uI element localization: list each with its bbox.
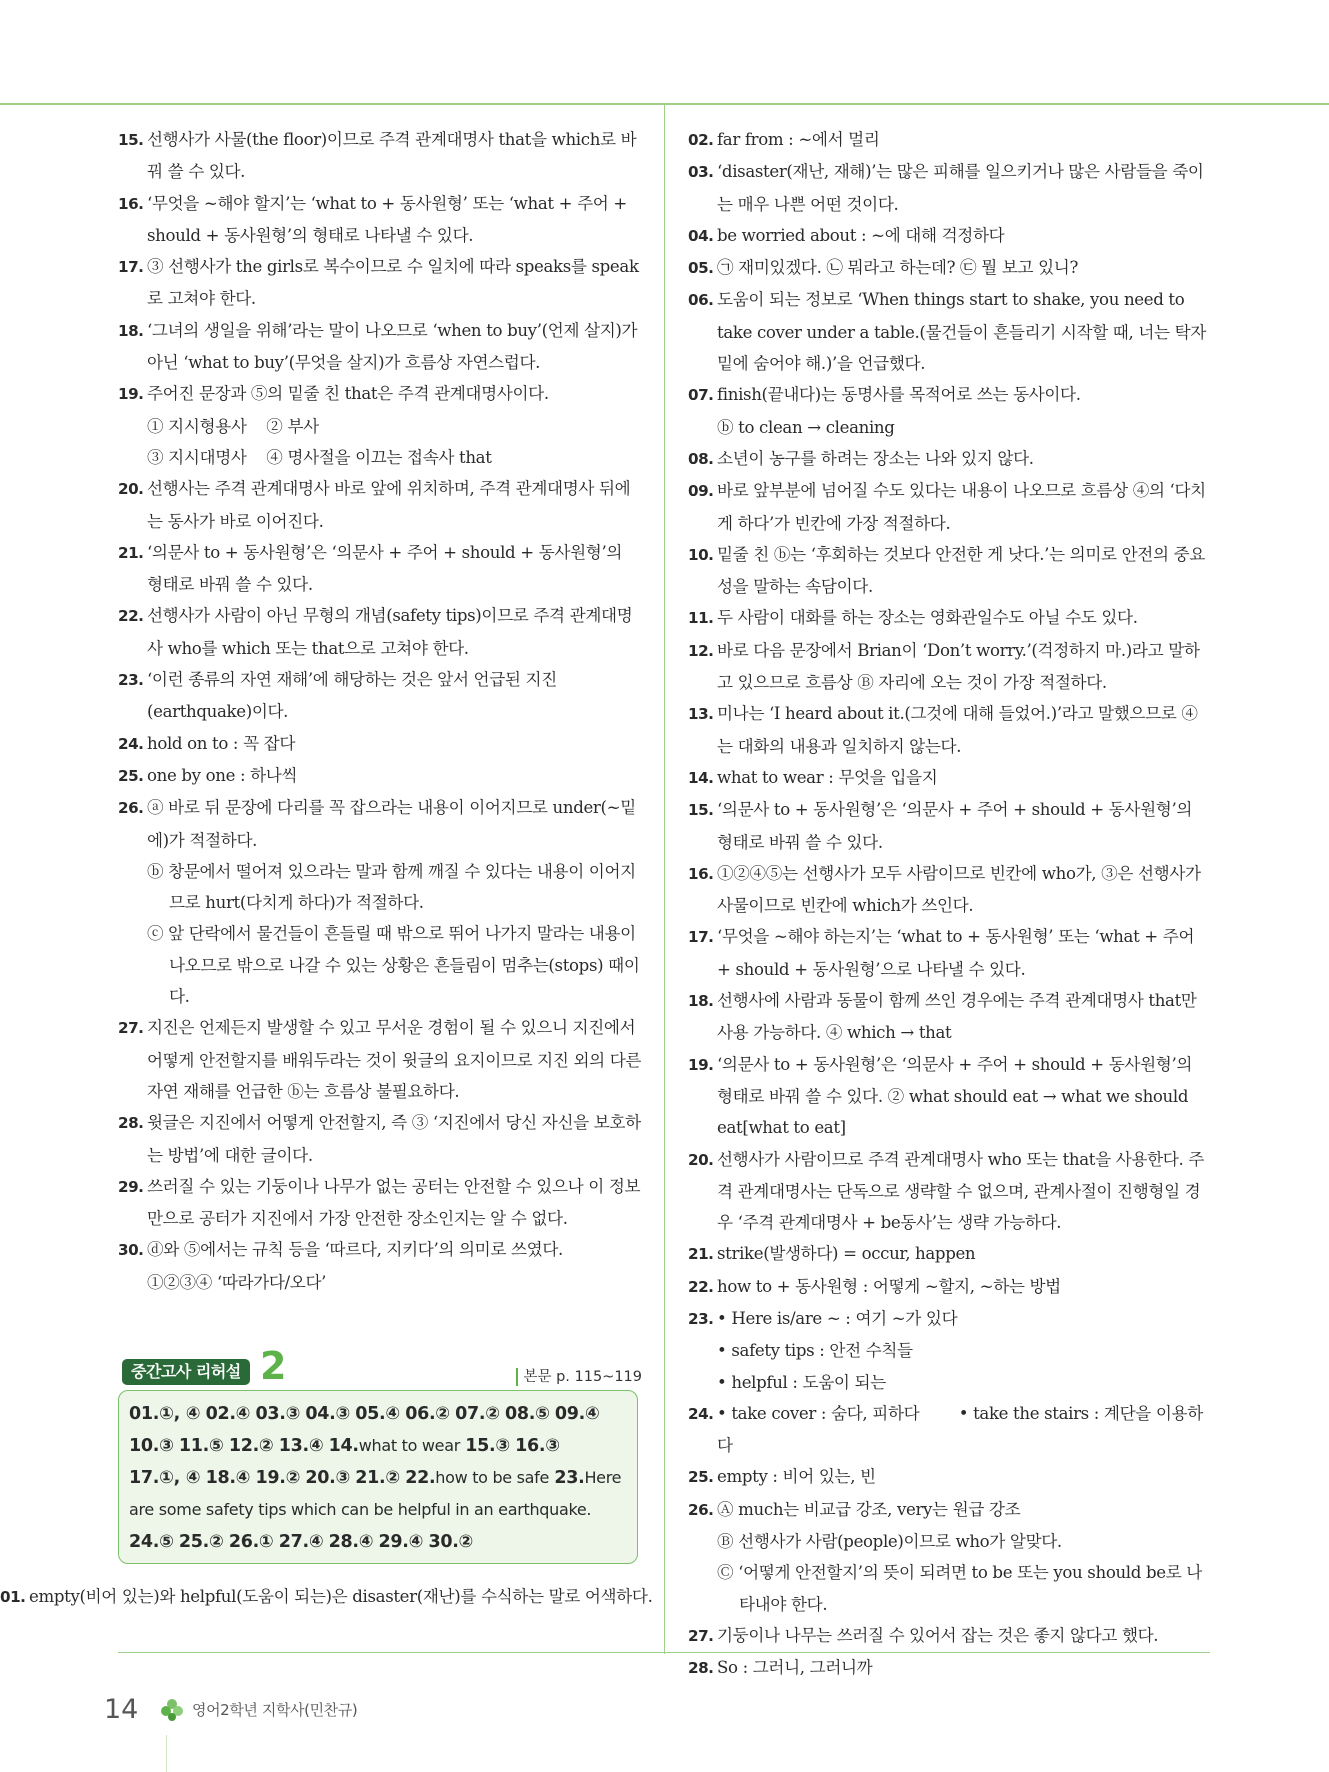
answer-value: ①, ④ bbox=[159, 1404, 201, 1424]
item-number: 25. bbox=[118, 766, 144, 785]
answer-value: Here are some safety tips which can be helpful in an earthquake. bbox=[129, 1468, 622, 1519]
answer-entry bbox=[229, 1436, 274, 1456]
clover-icon bbox=[160, 1698, 184, 1722]
item-number: 21. bbox=[118, 543, 144, 562]
item-text: be worried about : ~에 대해 걱정하다 bbox=[717, 225, 1005, 245]
item-number: 05. bbox=[688, 259, 714, 278]
item-text: ⓓ와 ⑤에서는 규칙 등을 ‘따르다, 지키다’의 의미로 쓰였다. bbox=[147, 1240, 563, 1260]
explanation-subline: ③ 지시대명사 ④ 명사절을 이끄는 접속사 that bbox=[147, 447, 492, 467]
item-number: 04. bbox=[688, 226, 714, 245]
explanation-item bbox=[688, 1620, 1210, 1652]
explanation-item bbox=[688, 156, 1210, 220]
explanation-item bbox=[118, 537, 642, 601]
item-number: 01. bbox=[0, 1588, 26, 1606]
explanation-item bbox=[688, 602, 1210, 634]
item-text: ‘무엇을 ~해야 하는지’는 ‘what to + 동사원형’ 또는 ‘what + 주어 + should + 동사원형’으로 나타낼 수 있다. bbox=[717, 927, 1200, 979]
answer-number: 15. bbox=[465, 1436, 496, 1456]
answer-entry bbox=[515, 1436, 560, 1456]
item-text: 선행사가 사람이 아닌 무형의 개념(safety tips)이므로 주격 관계대명사 who를 which 또는 that으로 고쳐야 한다. bbox=[147, 606, 633, 658]
item-number: 23. bbox=[688, 1309, 714, 1328]
item-text: 바로 앞부분에 넘어질 수도 있다는 내용이 나오므로 흐름상 ④의 ‘다치게 하다’가 빈칸에 가장 적절하다. bbox=[717, 481, 1206, 533]
left-column bbox=[118, 124, 647, 1298]
item-text: 선행사는 주격 관계대명사 바로 앞에 위치하며, 주격 관계대명사 뒤에는 동사가 바로 이어진다. bbox=[147, 479, 631, 531]
answer-number: 29. bbox=[378, 1532, 409, 1552]
answer-number: 20. bbox=[305, 1468, 336, 1488]
item-number: 18. bbox=[688, 992, 714, 1011]
page-reference: 본문 p. 115~119 bbox=[516, 1368, 642, 1386]
review-badge-number: 2 bbox=[260, 1344, 287, 1388]
answer-value: ② bbox=[485, 1404, 500, 1424]
explanation-item bbox=[688, 762, 1210, 794]
answer-value: ③ bbox=[495, 1436, 510, 1456]
item-text: 선행사가 사물(the floor)이므로 주격 관계대명사 that을 which로 바꿔 쓸 수 있다. bbox=[147, 130, 637, 182]
explanation-item bbox=[118, 315, 642, 379]
explanation-item bbox=[118, 728, 642, 760]
answer-entry bbox=[129, 1404, 200, 1424]
answer-entry bbox=[428, 1532, 473, 1552]
answer-number: 13. bbox=[278, 1436, 309, 1456]
answer-number: 14. bbox=[328, 1436, 359, 1456]
answer-value: ② bbox=[458, 1532, 474, 1552]
answer-entry bbox=[455, 1404, 500, 1424]
answer-number: 04. bbox=[305, 1404, 336, 1424]
item-number: 08. bbox=[688, 449, 714, 468]
item-text: 밑줄 친 ⓑ는 ‘후회하는 것보다 안전한 게 낫다.’는 의미로 안전의 중요성을 말하는 속담이다. bbox=[717, 544, 1205, 597]
item-number: 17. bbox=[688, 928, 714, 947]
answer-value: ⑤ bbox=[209, 1436, 224, 1456]
explanation-item bbox=[118, 1012, 647, 1107]
explanation-item bbox=[688, 220, 1210, 252]
answer-entry bbox=[305, 1468, 350, 1488]
item-number: 16. bbox=[688, 864, 714, 883]
answer-value: ⑤ bbox=[535, 1404, 550, 1424]
item-number: 22. bbox=[688, 1277, 714, 1296]
item-number: 17. bbox=[118, 258, 144, 277]
item-number: 30. bbox=[118, 1241, 144, 1260]
explanation-item bbox=[688, 858, 1210, 922]
answer-entry bbox=[206, 1468, 251, 1488]
column-divider bbox=[664, 104, 665, 1654]
explanation-item bbox=[688, 921, 1210, 985]
answer-value: ② bbox=[385, 1468, 400, 1488]
answer-value: ④ bbox=[585, 1404, 600, 1424]
item-number: 29. bbox=[118, 1177, 144, 1196]
explanation-item bbox=[688, 379, 1210, 411]
item-number: 27. bbox=[688, 1626, 714, 1645]
review-badge: 중간고사 리허설 bbox=[122, 1359, 250, 1385]
answer-entry bbox=[405, 1468, 549, 1488]
explanation-item bbox=[118, 188, 642, 252]
explanation-item bbox=[688, 985, 1210, 1049]
explanation-subline: ⓑ to clean → cleaning bbox=[717, 417, 895, 437]
answer-number: 28. bbox=[328, 1532, 359, 1552]
answer-number: 16. bbox=[515, 1436, 546, 1456]
answer-entry bbox=[179, 1532, 224, 1552]
item-number: 15. bbox=[118, 131, 144, 149]
midterm-rehearsal-section bbox=[118, 1344, 642, 1564]
item-text: 소년이 농구를 하려는 장소는 나와 있지 않다. bbox=[717, 448, 1034, 468]
item-text: ㉠ 재미있겠다. ㉡ 뭐라고 하는데? ㉢ 뭘 보고 있니? bbox=[717, 258, 1079, 278]
explanation-item bbox=[118, 473, 642, 537]
explanation-subline: Ⓒ ‘어떻게 안전할지’의 뜻이 되려면 to be 또는 you should be로 나타내야 한다. bbox=[717, 1563, 1202, 1614]
answer-number: 02. bbox=[205, 1404, 236, 1424]
answer-number: 19. bbox=[255, 1468, 286, 1488]
item-text: 바로 다음 문장에서 Brian이 ‘Don’t worry.’(걱정하지 마.)라고 말하고 있으므로 흐름상 Ⓑ 자리에 오는 것이 가장 적절하다. bbox=[717, 640, 1200, 693]
item-number: 14. bbox=[688, 768, 714, 787]
answer-number: 22. bbox=[405, 1468, 436, 1488]
answer-entry bbox=[305, 1404, 350, 1424]
explanation-item bbox=[688, 794, 1210, 858]
explanation-item bbox=[688, 1461, 1210, 1493]
answer-entry bbox=[505, 1404, 550, 1424]
answer-value: ③ bbox=[285, 1404, 301, 1424]
item-number: 20. bbox=[688, 1150, 714, 1169]
answer-entry bbox=[206, 1404, 251, 1424]
answer-number: 03. bbox=[255, 1404, 286, 1424]
answer-entry bbox=[555, 1404, 600, 1424]
item-number: 02. bbox=[688, 131, 714, 149]
answer-value: ① bbox=[258, 1532, 274, 1552]
answer-value: ④ bbox=[308, 1532, 324, 1552]
item-text: ‘disaster(재난, 재해)’는 많은 피해를 일으키거나 많은 사람들을 죽이는 매우 나쁜 어떤 것이다. bbox=[717, 162, 1204, 214]
answer-number: 06. bbox=[405, 1404, 436, 1424]
answer-value: ② bbox=[258, 1436, 274, 1456]
answer-entry bbox=[329, 1436, 460, 1456]
explanation-subline: ① 지시형용사 ② 부사 bbox=[147, 416, 319, 436]
answer-value: how to be safe bbox=[435, 1468, 550, 1487]
item-text: • Here is/are ~ : 여기 ~가 있다 bbox=[717, 1308, 958, 1328]
review-header bbox=[122, 1344, 642, 1390]
answer-value: ③ bbox=[335, 1404, 351, 1424]
item-text: how to + 동사원형 : 어떻게 ~할지, ~하는 방법 bbox=[717, 1276, 1061, 1296]
answer-number: 27. bbox=[278, 1532, 309, 1552]
item-number: 10. bbox=[688, 545, 714, 564]
item-number: 18. bbox=[118, 321, 144, 340]
item-text: ①②④⑤는 선행사가 모두 사람이므로 빈칸에 who가, ③은 선행사가 사물이므로 빈칸에 which가 쓰인다. bbox=[717, 863, 1206, 916]
answer-number: 10. bbox=[129, 1436, 160, 1456]
item-number: 24. bbox=[688, 1404, 714, 1423]
item-number: 26. bbox=[688, 1500, 714, 1519]
answer-entry bbox=[405, 1404, 450, 1424]
item-number: 21. bbox=[688, 1245, 714, 1264]
item-text: strike(발생하다) = occur, happen bbox=[717, 1244, 976, 1264]
answer-entry bbox=[179, 1436, 224, 1456]
answer-value: ② bbox=[285, 1468, 301, 1488]
explanation-item bbox=[688, 1144, 1210, 1239]
explanation-item bbox=[688, 635, 1210, 699]
answer-value: ④ bbox=[308, 1436, 324, 1456]
answer-value: what to wear bbox=[358, 1436, 460, 1455]
explanation-item bbox=[118, 792, 642, 856]
explanation-item bbox=[688, 284, 1210, 379]
answer-number: 01. bbox=[129, 1404, 160, 1424]
left-column-continued bbox=[0, 1581, 653, 1613]
explanation-item bbox=[118, 378, 642, 410]
answer-number: 24. bbox=[129, 1532, 160, 1552]
answer-entry bbox=[379, 1532, 424, 1552]
item-text: 선행사에 사람과 동물이 함께 쓰인 경우에는 주격 관계대명사 that만 사용 가능하다. ④ which → that bbox=[717, 991, 1202, 1043]
answer-value: ④ bbox=[235, 1468, 251, 1488]
item-number: 19. bbox=[118, 385, 144, 404]
item-text: ③ 선행사가 the girls로 복수이므로 수 일치에 따라 speaks를 speak로 고쳐야 한다. bbox=[147, 257, 639, 309]
answer-number: 18. bbox=[205, 1468, 236, 1488]
explanation-item bbox=[688, 1303, 1210, 1335]
explanation-subline: • helpful : 도움이 되는 bbox=[717, 1372, 886, 1392]
answer-value: ④ bbox=[358, 1532, 374, 1552]
item-text: ‘그녀의 생일을 위해’라는 말이 나오므로 ‘when to buy’(언제 살지)가 아닌 ‘what to buy’(무엇을 살지)가 흐름상 자연스럽다. bbox=[147, 320, 643, 373]
answer-entry bbox=[255, 1404, 300, 1424]
answer-value: ③ bbox=[159, 1436, 174, 1456]
item-text: 선행사가 사람이므로 주격 관계대명사 who 또는 that을 사용한다. 주격 관계대명사는 단독으로 생략할 수 없으며, 관계사절이 진행형일 경우 ‘주격 관계대명사 + be동사’는 생략 가능하다. bbox=[717, 1149, 1204, 1233]
answer-value: ④ bbox=[235, 1404, 251, 1424]
item-text: what to wear : 무엇을 입을지 bbox=[717, 767, 938, 787]
explanation-subline: ⓑ 창문에서 떨어져 있으라는 말과 함께 깨질 수 있다는 내용이 이어지므로 hurt(다치게 하다)가 적절하다. bbox=[147, 861, 636, 913]
item-text: 주어진 문장과 ⑤의 밑줄 친 that은 주격 관계대명사이다. bbox=[147, 384, 549, 404]
item-number: 28. bbox=[688, 1659, 714, 1678]
explanation-item bbox=[0, 1581, 653, 1613]
explanation-item bbox=[688, 443, 1210, 475]
explanation-item bbox=[688, 1049, 1210, 1144]
explanation-item bbox=[118, 664, 642, 728]
item-number: 12. bbox=[688, 641, 714, 660]
explanation-subline: ①②③④ ‘따라가다/오다’ bbox=[147, 1272, 327, 1292]
item-number: 15. bbox=[688, 801, 714, 820]
answer-value: ③ bbox=[545, 1436, 560, 1456]
item-number: 16. bbox=[118, 194, 144, 213]
item-text: one by one : 하나씩 bbox=[147, 765, 298, 785]
item-text: So : 그러니, 그러니까 bbox=[717, 1658, 873, 1678]
item-text: ‘의문사 to + 동사원형’은 ‘의문사 + 주어 + should + 동사원형’의 형태로 바꿔 쓸 수 있다. bbox=[717, 800, 1197, 852]
answer-value: ② bbox=[435, 1404, 450, 1424]
item-number: 09. bbox=[688, 482, 714, 501]
right-column bbox=[688, 124, 1210, 1685]
explanation-item bbox=[688, 1652, 1210, 1684]
explanation-item bbox=[688, 252, 1210, 284]
answer-entry bbox=[465, 1436, 510, 1456]
answer-number: 09. bbox=[554, 1404, 586, 1424]
answer-entry bbox=[129, 1532, 174, 1552]
explanation-item bbox=[118, 600, 642, 664]
item-text: 기둥이나 나무는 쓰러질 수 있어서 잡는 것은 좋지 않다고 했다. bbox=[717, 1625, 1159, 1645]
item-text: far from : ~에서 멀리 bbox=[717, 130, 880, 149]
book-title: 영어2학년 지학사(민찬규) bbox=[192, 1701, 358, 1719]
explanation-item bbox=[118, 1234, 642, 1266]
item-text: ‘무엇을 ~해야 할지’는 ‘what to + 동사원형’ 또는 ‘what + 주어 + should + 동사원형’의 형태로 나타낼 수 있다. bbox=[147, 193, 632, 245]
answer-value: ⑤ bbox=[159, 1532, 174, 1552]
answer-entry bbox=[279, 1436, 324, 1456]
item-text: 두 사람이 대화를 하는 장소는 영화관일수도 아닐 수도 있다. bbox=[717, 608, 1138, 628]
item-number: 03. bbox=[688, 163, 714, 182]
item-text: • take cover : 숨다, 피하다 • take the stairs : 계단을 이용하다 bbox=[717, 1403, 1203, 1456]
item-number: 28. bbox=[118, 1114, 144, 1133]
answer-number: 12. bbox=[228, 1436, 259, 1456]
answer-number: 23. bbox=[554, 1468, 585, 1488]
item-text: 윗글은 지진에서 어떻게 안전할지, 즉 ③ ‘지진에서 당신 자신을 보호하는 방법’에 대한 글이다. bbox=[147, 1113, 641, 1165]
item-number: 07. bbox=[688, 386, 714, 405]
answer-entry bbox=[229, 1532, 274, 1552]
answer-number: 07. bbox=[455, 1404, 486, 1424]
answer-number: 11. bbox=[178, 1436, 210, 1456]
answer-entry bbox=[129, 1468, 200, 1488]
explanation-item bbox=[688, 124, 1210, 156]
explanation-item bbox=[688, 698, 1210, 762]
item-number: 19. bbox=[688, 1055, 714, 1074]
explanation-subline: Ⓑ 선행사가 사람(people)이므로 who가 알맞다. bbox=[717, 1532, 1062, 1552]
item-number: 27. bbox=[118, 1019, 144, 1038]
answer-number: 08. bbox=[505, 1404, 536, 1424]
answer-value: ③ bbox=[335, 1468, 351, 1488]
item-text: ‘의문사 to + 동사원형’은 ‘의문사 + 주어 + should + 동사원형’의 형태로 바꿔 쓸 수 있다. ② what should eat → what we should eat[what to eat] bbox=[717, 1054, 1197, 1138]
page-number: 14 bbox=[104, 1694, 139, 1725]
answer-value: ④ bbox=[408, 1532, 424, 1552]
answer-value: ④ bbox=[385, 1404, 400, 1424]
answer-entry bbox=[129, 1436, 174, 1456]
footer-decoration bbox=[166, 1735, 171, 1772]
explanation-item bbox=[118, 1171, 642, 1235]
explanation-item bbox=[688, 1494, 1210, 1526]
answer-number: 21. bbox=[355, 1468, 386, 1488]
explanation-item bbox=[688, 1398, 1210, 1462]
item-number: 25. bbox=[688, 1468, 714, 1487]
item-number: 06. bbox=[688, 291, 714, 310]
explanation-subline: ⓒ 앞 단락에서 물건들이 흔들릴 때 밖으로 뛰어 나가지 말라는 내용이 나오므로 밖으로 나갈 수 있는 상황은 흔들림이 멈추는(stops) 때이다. bbox=[147, 924, 641, 1007]
item-text: finish(끝내다)는 동명사를 목적어로 쓰는 동사이다. bbox=[717, 385, 1081, 405]
item-number: 22. bbox=[118, 607, 144, 626]
item-text: empty(비어 있는)와 helpful(도움이 되는)은 disaster(재난)를 수식하는 말로 어색하다. bbox=[29, 1587, 653, 1606]
item-text: 쓰러질 수 있는 기둥이나 나무가 없는 공터는 안전할 수 있으나 이 정보만으로 공터가 지진에서 가장 안전한 장소인지는 알 수 없다. bbox=[147, 1176, 641, 1229]
answer-entry bbox=[355, 1468, 400, 1488]
explanation-item bbox=[688, 1271, 1210, 1303]
answer-number: 05. bbox=[355, 1404, 386, 1424]
answer-entry bbox=[355, 1404, 400, 1424]
answer-number: 25. bbox=[178, 1532, 210, 1552]
item-text: Ⓐ much는 비교급 강조, very는 원급 강조 bbox=[717, 1499, 1021, 1519]
item-number: 11. bbox=[688, 609, 714, 628]
answer-number: 26. bbox=[228, 1532, 259, 1552]
explanation-item bbox=[118, 251, 642, 315]
item-text: 도움이 되는 정보로 ‘When things start to shake, you need to take cover under a table.(물건들이 흔들리기 시작할 때, 너는 탁자 밑에 숨어야 해.)’을 언급했다. bbox=[717, 290, 1211, 374]
item-text: hold on to : 꼭 잡다 bbox=[147, 733, 296, 753]
explanation-item bbox=[688, 539, 1210, 603]
explanation-item bbox=[118, 1107, 642, 1171]
item-text: 지진은 언제든지 발생할 수 있고 무서운 경험이 될 수 있으니 지진에서 어떻게 안전할지를 배워두라는 것이 윗글의 요지이므로 지진 외의 다른 자연 재해를 언급한 ⓑ는 흐름상 불필요하다. bbox=[147, 1018, 647, 1101]
item-text: ⓐ 바로 뒤 문장에 다리를 꼭 잡으라는 내용이 이어지므로 under(~밑에)가 적절하다. bbox=[147, 798, 636, 850]
explanation-item bbox=[118, 124, 642, 188]
explanation-item bbox=[688, 1238, 1210, 1270]
answer-entry bbox=[255, 1468, 300, 1488]
explanation-subline: • safety tips : 안전 수칙들 bbox=[717, 1341, 913, 1361]
item-number: 23. bbox=[118, 671, 144, 690]
explanation-item bbox=[688, 475, 1210, 539]
item-text: ‘의문사 to + 동사원형’은 ‘의문사 + 주어 + should + 동사원형’의 형태로 바꿔 쓸 수 있다. bbox=[147, 542, 627, 595]
item-number: 24. bbox=[118, 734, 144, 753]
item-text: empty : 비어 있는, 빈 bbox=[717, 1467, 876, 1487]
answer-number: 17. bbox=[129, 1468, 160, 1488]
item-number: 20. bbox=[118, 480, 144, 499]
answer-entry bbox=[279, 1532, 324, 1552]
answer-value: ② bbox=[209, 1532, 224, 1552]
item-number: 26. bbox=[118, 799, 144, 818]
answer-number: 30. bbox=[428, 1532, 459, 1552]
answer-entry bbox=[329, 1532, 374, 1552]
item-text: 미나는 ‘I heard about it.(그것에 대해 들었어.)’라고 말했으므로 ④는 대화의 내용과 일치하지 않는다. bbox=[717, 704, 1198, 756]
answer-value: ①, ④ bbox=[159, 1468, 201, 1488]
item-number: 13. bbox=[688, 705, 714, 724]
item-text: ‘이런 종류의 자연 재해’에 해당하는 것은 앞서 언급된 지진(earthquake)이다. bbox=[147, 670, 557, 722]
answer-key-box bbox=[118, 1390, 638, 1564]
explanation-item bbox=[118, 760, 642, 792]
